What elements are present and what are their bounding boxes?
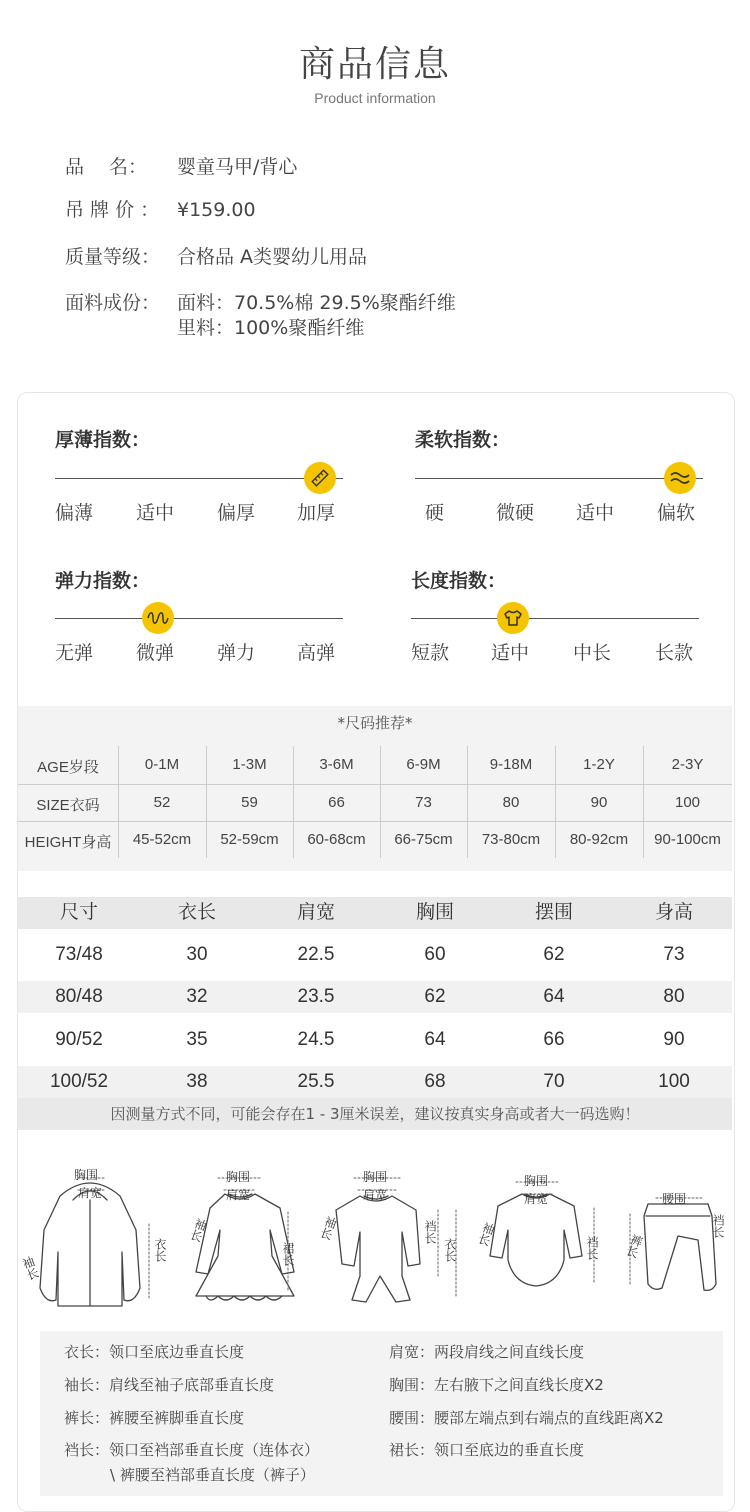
info-value: 合格品 A类婴幼儿用品 [177, 246, 368, 268]
info-label: 质量等级： [65, 246, 161, 268]
index-track-thickness [55, 478, 343, 479]
desc-chest: 胸围：左右腋下之间直线长度X2 [389, 1376, 604, 1394]
diagram-label-pants: 裤长 [623, 1232, 645, 1260]
desc-sleeve: 袖长：肩线至袖子底部垂直长度 [64, 1376, 275, 1394]
size-cell: 80 [502, 794, 520, 811]
page-subtitle: Product information [314, 90, 436, 106]
diagram-label-shoulder: 肩宽 [363, 1188, 388, 1202]
table-row [18, 1024, 732, 1056]
table-cell: 70 [543, 1071, 565, 1092]
table-cell: 30 [186, 944, 208, 965]
desc-crotch-pants: \ 裤腰至裆部垂直长度（裤子） [110, 1466, 315, 1484]
table-cell: 23.5 [297, 986, 335, 1007]
grid-divider [18, 784, 732, 785]
table-header-cell: 身高 [654, 902, 693, 923]
table-header-cell: 尺寸 [59, 902, 98, 923]
table-cell: 64 [543, 986, 565, 1007]
diagram-label-sleeve: 袖长 [187, 1216, 209, 1244]
table-cell: 73/48 [55, 944, 103, 965]
size-cell: 3-6M [319, 756, 354, 773]
table-cell: 73 [663, 944, 685, 965]
table-header-cell: 摆围 [534, 902, 573, 923]
size-cell: 9-18M [489, 756, 533, 773]
size-row-label: SIZE衣码 [36, 797, 100, 814]
index-tick: 高弹 [297, 642, 336, 664]
size-cell: 66-75cm [394, 831, 453, 848]
diagram-label-chest: 胸围 [363, 1170, 388, 1184]
table-cell: 80 [663, 986, 685, 1007]
page-title: 商品信息 [298, 44, 451, 85]
measure-diagrams [18, 1160, 732, 1310]
grid-divider [380, 746, 381, 858]
diagram-label-chest: 胸围 [524, 1174, 549, 1188]
grid-divider [118, 746, 119, 858]
desc-shoulder: 肩宽：两段肩线之间直线长度 [389, 1343, 585, 1361]
diagram-label-chest: 胸围 [226, 1170, 251, 1184]
table-cell: 25.5 [297, 1071, 335, 1092]
table-header-cell: 胸围 [415, 902, 454, 923]
index-track-softness [415, 478, 703, 479]
size-cell: 52 [153, 794, 171, 811]
size-row-label: HEIGHT身高 [24, 834, 112, 851]
grid-divider [467, 746, 468, 858]
diagram-label-crotch: 裆长 [423, 1220, 437, 1244]
table-cell: 24.5 [297, 1029, 335, 1050]
desc-skirt: 裙长：领口至底边的垂直长度 [389, 1441, 585, 1459]
table-header-row [18, 897, 732, 929]
index-tick: 中长 [573, 642, 612, 664]
table-cell: 90 [663, 1029, 685, 1050]
info-fabric-row [65, 288, 456, 315]
spring-icon [142, 602, 174, 634]
table-row [18, 1066, 732, 1098]
table-cell: 100/52 [49, 1071, 109, 1092]
desc-pants: 裤长：裤腰至裤脚垂直长度 [64, 1409, 245, 1427]
table-header-cell: 衣长 [177, 902, 216, 923]
info-value: 婴童马甲/背心 [177, 156, 298, 178]
info-lining-row [177, 313, 364, 340]
size-cell: 59 [241, 794, 258, 811]
index-tick: 短款 [411, 642, 450, 664]
table-cell: 35 [186, 1029, 208, 1050]
index-title-thickness: 厚薄指数： [55, 429, 151, 451]
table-cell: 80/48 [55, 986, 103, 1007]
info-label: 吊 牌 价 ： [65, 199, 160, 221]
table-cell: 60 [424, 944, 446, 965]
size-cell: 90 [590, 794, 608, 811]
size-cell: 90-100cm [654, 831, 721, 848]
size-cell: 0-1M [144, 756, 180, 773]
diagram-label-shoulder: 肩宽 [78, 1186, 103, 1200]
index-tick: 偏厚 [217, 502, 256, 524]
index-tick: 硬 [425, 502, 445, 524]
diagram-label-sleeve: 袖长 [19, 1254, 41, 1282]
size-cell: 1-3M [232, 756, 267, 773]
info-value: 面料：70.5%棉 29.5%聚酯纤维 [177, 292, 456, 314]
desc-crotch: 裆长：领口至裆部垂直长度（连体衣） [64, 1441, 320, 1459]
grid-divider [293, 746, 294, 858]
size-cell: 2-3Y [671, 756, 704, 773]
diagram-label-waist: 腰围 [662, 1192, 687, 1206]
info-grade-row [65, 242, 367, 269]
table-cell: 62 [424, 986, 446, 1007]
index-track-elasticity [55, 618, 343, 619]
size-cell: 60-68cm [307, 831, 366, 848]
desc-length: 衣长：领口至底边垂直长度 [64, 1343, 245, 1361]
size-cell: 45-52cm [132, 831, 192, 848]
size-cell: 73-80cm [481, 831, 541, 848]
table-cell: 22.5 [297, 944, 335, 965]
table-cell: 66 [543, 1029, 565, 1050]
table-cell: 68 [424, 1071, 446, 1092]
index-tick: 无弹 [55, 642, 94, 664]
size-cell: 66 [328, 794, 345, 811]
measure-note: 因测量方式不同，可能会存在1 - 3厘米误差，建议按真实身高或者大一码选购！ [18, 1098, 732, 1130]
wave-icon [664, 462, 696, 494]
size-guide-heading: *尺码推荐* [337, 714, 413, 732]
diagram-label-sleeve: 袖长 [317, 1214, 339, 1242]
table-header-cell: 肩宽 [296, 902, 335, 923]
table-cell: 32 [186, 986, 208, 1007]
diagram-label-shoulder: 肩宽 [524, 1192, 549, 1206]
diagram-label-crotch: 裆长 [711, 1214, 725, 1238]
grid-divider [18, 821, 732, 822]
table-row [18, 939, 732, 971]
diagram-label-crotch: 裆长 [585, 1236, 599, 1260]
table-cell: 62 [543, 944, 565, 965]
index-title-length: 长度指数： [411, 570, 507, 592]
desc-waist: 腰围：腰部左端点到右端点的直线距离X2 [389, 1409, 664, 1427]
diagram-label-length: 衣长 [153, 1238, 167, 1262]
table-cell: 100 [658, 1071, 690, 1092]
info-price-row [65, 195, 256, 222]
table-cell: 64 [424, 1029, 446, 1050]
info-value: ¥159.00 [177, 199, 256, 221]
diagram-label-sleeve: 袖长 [475, 1220, 497, 1248]
table-cell: 38 [186, 1071, 208, 1092]
index-tick: 偏软 [657, 502, 696, 524]
size-cell: 80-92cm [569, 831, 629, 848]
diagram-label-length: 衣长 [443, 1238, 457, 1262]
index-title-elasticity: 弹力指数： [55, 570, 151, 592]
index-tick: 弹力 [217, 642, 256, 664]
size-cell: 1-2Y [583, 756, 615, 773]
info-label: 品 名： [65, 156, 148, 178]
index-tick: 偏薄 [55, 502, 94, 524]
grid-divider [643, 746, 644, 858]
size-row-label: AGE岁段 [37, 759, 99, 776]
shirt-icon [497, 602, 529, 634]
index-tick: 适中 [136, 502, 175, 524]
diagram-label-chest: 胸围 [74, 1168, 99, 1182]
index-tick: 适中 [491, 642, 530, 664]
grid-divider [555, 746, 556, 858]
info-name-row [65, 152, 297, 179]
table-row [18, 981, 732, 1013]
diagram-label-shoulder: 肩宽 [226, 1188, 251, 1202]
index-title-softness: 柔软指数： [415, 429, 511, 451]
index-tick: 微弹 [136, 642, 175, 664]
grid-divider [206, 746, 207, 858]
size-cell: 73 [415, 794, 432, 811]
ruler-icon [304, 462, 336, 494]
index-tick: 加厚 [297, 502, 336, 524]
index-tick: 适中 [576, 502, 615, 524]
index-tick: 长款 [655, 642, 694, 664]
table-cell: 90/52 [55, 1029, 103, 1050]
index-tick: 微硬 [496, 502, 535, 524]
index-track-length [411, 618, 699, 619]
info-label: 面料成份： [65, 292, 161, 314]
info-value: 里料：100%聚酯纤维 [177, 317, 365, 339]
size-cell: 52-59cm [220, 831, 279, 848]
size-cell: 6-9M [406, 756, 441, 773]
size-cell: 100 [674, 794, 701, 811]
diagram-label-skirt: 裙长 [281, 1242, 295, 1266]
